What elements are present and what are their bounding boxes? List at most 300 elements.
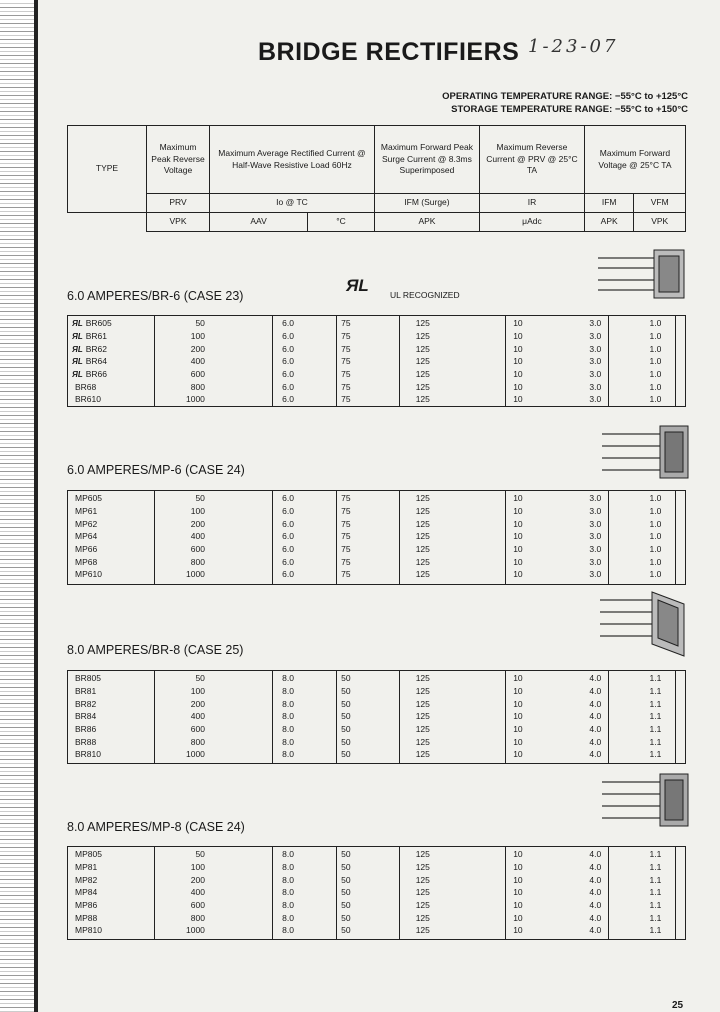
vfm-cell: 1.0 [649,318,662,329]
prv-cell: 800 [190,381,205,392]
ir-cell: 10 [513,686,523,697]
tc-cell: 50 [341,711,351,722]
type-label: BR64 [85,356,107,367]
vfm-symbol: VFM [634,194,686,213]
prv-cell: 100 [190,686,205,697]
ifm-cell: 125 [415,925,430,936]
io-cell: 6.0 [282,331,294,342]
data-table-br6 [67,315,686,407]
group-heading: 6.0 AMPERES/MP-6 (CASE 24) [67,463,245,477]
type-label: MP605 [75,493,102,504]
vfm-cell: 1.1 [649,874,662,885]
ir-cell: 10 [513,849,523,860]
ir-cell: 10 [513,518,523,529]
io-cell: 8.0 [282,862,294,873]
type-label: MP68 [75,556,98,567]
io-cell: 8.0 [282,912,294,923]
prv-cell: 50 [195,849,205,860]
table-row [68,330,685,343]
type-cell [68,519,147,529]
prv-cell: 600 [190,369,205,380]
vfm-cell: 1.0 [649,531,662,542]
type-cell [68,569,147,579]
vfm-cell: 1.0 [649,493,662,504]
tc-cell: 50 [341,874,351,885]
io-cell: 8.0 [282,887,294,898]
table-row [68,368,685,381]
io-cell: 8.0 [282,711,294,722]
table-row [68,886,685,899]
tc-cell: 75 [341,318,351,329]
vfm-cell: 1.0 [649,556,662,567]
tc-cell: 75 [341,544,351,555]
ifm2-cell: 4.0 [589,862,602,873]
tc-cell: 50 [341,673,351,684]
type-label: MP88 [75,912,98,923]
ir-cell: 10 [513,556,523,567]
ir-cell: 10 [513,862,523,873]
data-table-mp6 [67,490,686,585]
table-row [68,697,685,710]
type-cell [68,331,147,341]
type-cell [68,531,147,541]
group-heading: 8.0 AMPERES/BR-8 (CASE 25) [67,643,244,657]
table-row [68,380,685,393]
ir-cell: 10 [513,381,523,392]
ir-cell: 10 [513,887,523,898]
ifm2-cell: 3.0 [589,343,602,354]
ul-recognized-label: UL RECOGNIZED [390,290,460,300]
io-cell: 8.0 [282,749,294,760]
tc-cell: 50 [341,887,351,898]
type-cell [68,673,147,683]
io-cell: 8.0 [282,849,294,860]
type-label: MP86 [75,900,98,911]
type-label: MP66 [75,544,98,555]
table-row [68,723,685,736]
io-cell: 8.0 [282,925,294,936]
ir-cell: 10 [513,698,523,709]
type-label: BR66 [85,369,107,380]
table-row [68,848,685,861]
vfm-cell: 1.0 [649,518,662,529]
tc-cell: 75 [341,331,351,342]
prv-cell: 100 [190,331,205,342]
vfm-cell: 1.1 [649,698,662,709]
ifm-cell: 125 [415,394,430,405]
ifm-cell: 125 [415,673,430,684]
type-cell [68,887,147,897]
type-cell [68,925,147,935]
table-row [68,517,685,530]
ul-mark-icon: ЯL [72,332,83,342]
io-header: Maximum Average Rectified Current @ Half-Wave Resistive Load 60Hz [210,126,375,194]
io-cell: 8.0 [282,724,294,735]
page-title: BRIDGE RECTIFIERS [258,38,520,66]
type-cell [68,724,147,734]
vfm-cell: 1.0 [649,343,662,354]
ifm-cell: 125 [415,531,430,542]
ifm2-cell: 3.0 [589,569,602,580]
vfm-cell: 1.1 [649,862,662,873]
unit-vpk-2: VPK [634,213,686,232]
prv-cell: 200 [190,698,205,709]
type-label: MP805 [75,849,102,860]
tc-cell: 75 [341,343,351,354]
unit-celsius: °C [308,213,375,232]
prv-cell: 400 [190,356,205,367]
type-label: MP64 [75,531,98,542]
ir-cell: 10 [513,493,523,504]
io-cell: 6.0 [282,556,294,567]
tc-cell: 50 [341,736,351,747]
table-row [68,355,685,368]
io-symbol: Io @ TC [210,194,375,213]
tc-cell: 50 [341,724,351,735]
ir-cell: 10 [513,531,523,542]
type-label: BR62 [85,343,107,354]
table-row [68,924,685,937]
type-label: MP810 [75,925,102,936]
io-cell: 6.0 [282,369,294,380]
tc-cell: 75 [341,506,351,517]
ir-cell: 10 [513,318,523,329]
ir-cell: 10 [513,912,523,923]
prv-cell: 50 [195,493,205,504]
io-cell: 8.0 [282,900,294,911]
type-label: MP610 [75,569,102,580]
type-header: TYPE [68,126,147,213]
ifm-cell: 125 [415,381,430,392]
table-row [68,492,685,505]
table-row [68,861,685,874]
ifm-cell: 125 [415,749,430,760]
vfm-cell: 1.1 [649,925,662,936]
ifm-cell: 125 [415,736,430,747]
prv-cell: 800 [190,556,205,567]
vfm-cell: 1.1 [649,849,662,860]
type-cell [68,711,147,721]
io-cell: 8.0 [282,673,294,684]
ifm-cell: 125 [415,711,430,722]
forward-voltage-header: Maximum Forward Voltage @ 25°C TA [584,126,685,194]
table-row [68,748,685,761]
vfm-cell: 1.0 [649,394,662,405]
type-label: BR605 [85,318,112,329]
tc-cell: 75 [341,531,351,542]
type-cell [68,493,147,503]
type-label: BR82 [75,698,97,709]
prv-cell: 200 [190,874,205,885]
io-cell: 6.0 [282,518,294,529]
ifm-cell: 125 [415,569,430,580]
ifm-cell: 125 [415,849,430,860]
table-row [68,899,685,912]
data-table-br8 [67,670,686,764]
tc-cell: 75 [341,493,351,504]
vfm-cell: 1.0 [649,356,662,367]
table-row [68,393,685,406]
ifm-cell: 125 [415,698,430,709]
vfm-cell: 1.1 [649,887,662,898]
ifm-cell: 125 [415,724,430,735]
type-label: BR810 [75,749,101,760]
prv-symbol: PRV [147,194,210,213]
tc-cell: 75 [341,381,351,392]
type-cell [68,686,147,696]
ifm2-cell: 3.0 [589,493,602,504]
tc-cell: 75 [341,569,351,580]
table-row [68,543,685,556]
type-label: MP84 [75,887,98,898]
prv-cell: 1000 [186,394,205,405]
ifm2-cell: 3.0 [589,369,602,380]
ir-cell: 10 [513,356,523,367]
ifm-cell: 125 [415,318,430,329]
ifm2-cell: 4.0 [589,673,602,684]
ir-cell: 10 [513,724,523,735]
ifm2-cell: 3.0 [589,531,602,542]
vfm-cell: 1.0 [649,369,662,380]
io-cell: 8.0 [282,686,294,697]
tc-cell: 50 [341,849,351,860]
tc-cell: 75 [341,369,351,380]
prv-cell: 600 [190,724,205,735]
type-label: MP61 [75,506,98,517]
mp6-package-drawing [600,422,692,480]
ifm2-cell: 3.0 [589,331,602,342]
type-cell [68,382,147,392]
ifm-cell: 125 [415,331,430,342]
ir-cell: 10 [513,673,523,684]
prv-header: Maximum Peak Reverse Voltage [147,126,210,194]
ul-logo: ЯL [346,276,369,295]
operating-temp-range: OPERATING TEMPERATURE RANGE: −55°C to +125°C [442,91,688,102]
ifm2-cell: 4.0 [589,686,602,697]
ir-symbol: IR [479,194,584,213]
prv-cell: 50 [195,673,205,684]
unit-apk-2: APK [584,213,633,232]
type-label: BR84 [75,711,97,722]
table-row [68,530,685,543]
io-cell: 6.0 [282,356,294,367]
ir-cell: 10 [513,369,523,380]
table-row [68,317,685,330]
ir-cell: 10 [513,749,523,760]
ifm2-cell: 4.0 [589,736,602,747]
ifm-cell: 125 [415,506,430,517]
tc-cell: 75 [341,356,351,367]
ifm-cell: 125 [415,556,430,567]
br6-package-drawing [596,244,688,302]
tc-cell: 75 [341,556,351,567]
io-cell: 6.0 [282,318,294,329]
type-cell [68,737,147,747]
unit-uadc: μAdc [479,213,584,232]
ifm2-cell: 4.0 [589,887,602,898]
page-number: 25 [672,1000,684,1011]
io-cell: 6.0 [282,493,294,504]
prv-cell: 400 [190,887,205,898]
ifm-cell: 125 [415,518,430,529]
ir-cell: 10 [513,736,523,747]
ir-cell: 10 [513,331,523,342]
prv-cell: 400 [190,531,205,542]
ifm-surge-symbol: IFM (Surge) [374,194,479,213]
vfm-cell: 1.1 [649,749,662,760]
spec-header-table [67,125,686,232]
vfm-cell: 1.1 [649,900,662,911]
mp8-package-drawing [600,770,692,828]
ifm-symbol: IFM [584,194,633,213]
type-cell [68,699,147,709]
type-cell [68,849,147,859]
ul-mark-icon: ЯL [72,319,83,329]
io-cell: 8.0 [282,874,294,885]
br8-package-drawing [596,590,688,658]
type-cell [68,862,147,872]
type-label: MP62 [75,518,98,529]
group-heading: 8.0 AMPERES/MP-8 (CASE 24) [67,820,245,834]
vfm-cell: 1.1 [649,673,662,684]
ifm2-cell: 4.0 [589,698,602,709]
ifm-cell: 125 [415,356,430,367]
type-label: BR610 [75,394,101,405]
table-row [68,710,685,723]
type-cell [68,356,147,366]
prv-cell: 200 [190,343,205,354]
ifm2-cell: 3.0 [589,394,602,405]
reverse-current-header: Maximum Reverse Current @ PRV @ 25°C TA [479,126,584,194]
type-label: BR61 [85,331,107,342]
table-row [68,873,685,886]
vfm-cell: 1.0 [649,569,662,580]
type-cell [68,318,147,328]
vfm-cell: 1.1 [649,736,662,747]
io-cell: 8.0 [282,698,294,709]
type-cell [68,506,147,516]
ul-mark-icon: ЯL [72,344,83,354]
ifm-cell: 125 [415,369,430,380]
type-label: MP81 [75,862,98,873]
ifm-cell: 125 [415,887,430,898]
ifm-cell: 125 [415,686,430,697]
prv-cell: 100 [190,862,205,873]
ifm2-cell: 3.0 [589,381,602,392]
table-row [68,568,685,581]
type-label: BR88 [75,736,97,747]
prv-cell: 200 [190,518,205,529]
surge-header: Maximum Forward Peak Surge Current @ 8.3ms Superimposed [374,126,479,194]
type-label: BR81 [75,686,97,697]
tc-cell: 50 [341,862,351,873]
ir-cell: 10 [513,569,523,580]
prv-cell: 100 [190,506,205,517]
ifm2-cell: 3.0 [589,556,602,567]
storage-temp-range: STORAGE TEMPERATURE RANGE: −55°C to +150°C [451,104,688,115]
table-row [68,735,685,748]
io-cell: 6.0 [282,569,294,580]
prv-cell: 600 [190,544,205,555]
type-cell [68,557,147,567]
type-label: BR68 [75,381,97,392]
table-row [68,685,685,698]
io-cell: 6.0 [282,506,294,517]
ifm2-cell: 3.0 [589,318,602,329]
tc-cell: 50 [341,698,351,709]
prv-cell: 50 [195,318,205,329]
unit-aav: AAV [210,213,308,232]
tc-cell: 75 [341,394,351,405]
ifm2-cell: 3.0 [589,544,602,555]
ir-cell: 10 [513,925,523,936]
ifm2-cell: 4.0 [589,849,602,860]
ul-mark-icon: ЯL [72,357,83,367]
vfm-cell: 1.1 [649,724,662,735]
io-cell: 8.0 [282,736,294,747]
type-cell [68,394,147,404]
ul-mark-icon: ЯL [72,370,83,380]
vfm-cell: 1.1 [649,912,662,923]
ir-cell: 10 [513,343,523,354]
ir-cell: 10 [513,506,523,517]
ifm2-cell: 3.0 [589,356,602,367]
ifm2-cell: 4.0 [589,900,602,911]
tc-cell: 50 [341,912,351,923]
ir-cell: 10 [513,544,523,555]
vfm-cell: 1.1 [649,711,662,722]
vfm-cell: 1.0 [649,381,662,392]
handwritten-note: 1-23-07 [528,36,619,57]
vfm-cell: 1.1 [649,686,662,697]
type-cell [68,875,147,885]
vfm-cell: 1.0 [649,544,662,555]
tc-cell: 50 [341,900,351,911]
io-cell: 6.0 [282,544,294,555]
tc-cell: 50 [341,686,351,697]
ifm2-cell: 4.0 [589,749,602,760]
ifm2-cell: 4.0 [589,925,602,936]
type-label: BR805 [75,673,101,684]
unit-apk: APK [374,213,479,232]
type-cell [68,749,147,759]
io-cell: 6.0 [282,343,294,354]
vfm-cell: 1.0 [649,506,662,517]
ifm2-cell: 4.0 [589,912,602,923]
group-heading: 6.0 AMPERES/BR-6 (CASE 23) [67,289,244,303]
ir-cell: 10 [513,874,523,885]
ifm-cell: 125 [415,912,430,923]
prv-cell: 1000 [186,749,205,760]
io-cell: 6.0 [282,381,294,392]
ifm-cell: 125 [415,862,430,873]
tc-cell: 50 [341,925,351,936]
prv-cell: 600 [190,900,205,911]
type-cell [68,900,147,910]
ifm-cell: 125 [415,900,430,911]
scan-edge [0,0,38,1012]
io-cell: 6.0 [282,531,294,542]
ir-cell: 10 [513,711,523,722]
type-label: MP82 [75,874,98,885]
ifm2-cell: 3.0 [589,506,602,517]
type-cell [68,344,147,354]
ifm-cell: 125 [415,874,430,885]
prv-cell: 1000 [186,925,205,936]
ifm2-cell: 4.0 [589,724,602,735]
ifm2-cell: 4.0 [589,874,602,885]
ir-cell: 10 [513,900,523,911]
